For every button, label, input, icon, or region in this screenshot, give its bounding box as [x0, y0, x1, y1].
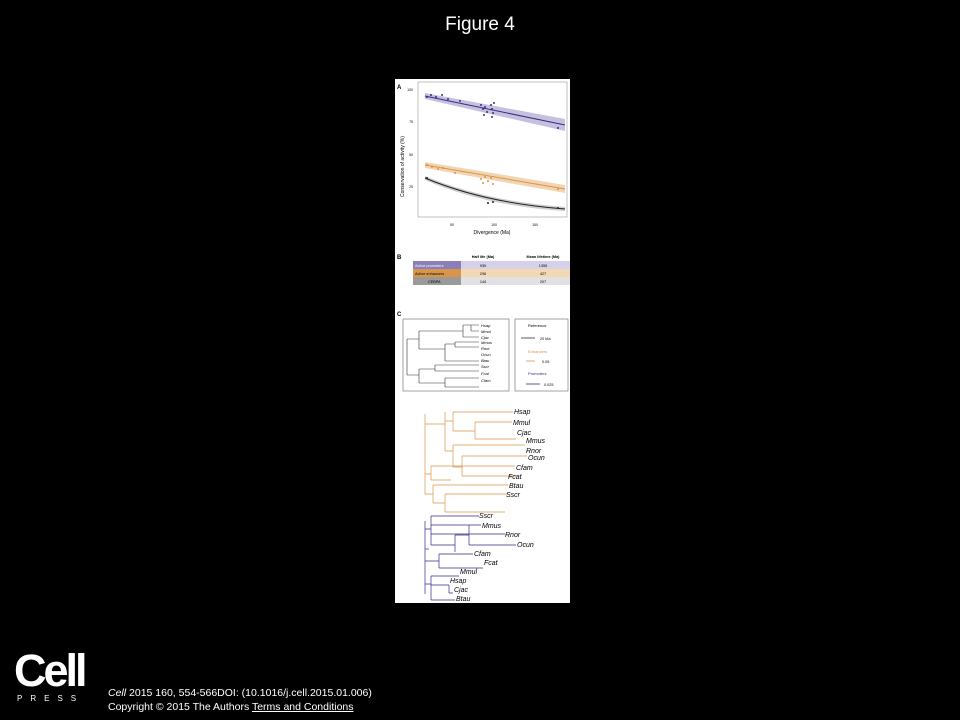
ytick-50: 50 [409, 153, 413, 157]
figure-title: Figure 4 [445, 14, 515, 35]
figure-svg [395, 79, 570, 603]
row-promoters-mean: 1355 [538, 264, 548, 268]
ref-tip-fcat: Fcat [481, 371, 489, 376]
ytick-100: 100 [407, 88, 413, 92]
header-mean-lifetime: Mean lifetime (Ma) [526, 255, 560, 259]
enhancer-tree-tips [506, 409, 546, 499]
legend-enhancers-title: Enhancers [528, 349, 548, 354]
row-promoters-half: 939 [479, 264, 487, 268]
ref-tip-mmul: Mmul [481, 329, 491, 334]
scale-legend-frame [515, 319, 568, 391]
promoter-tree-tips [450, 513, 534, 603]
row-cebpa-mean: 207 [539, 280, 547, 284]
copyright-text: Copyright © 2015 The Authors [108, 701, 250, 713]
enh-tip-cjac: Cjac [517, 430, 532, 437]
pro-tip-mmus: Mmus [482, 523, 502, 530]
row-cebpa-half: 144 [479, 280, 487, 284]
panel-a-xlabel: Divergence (Ma) [473, 230, 511, 236]
enh-tip-mmul: Mmul [513, 420, 531, 427]
enh-tip-sscr: Sscr [506, 492, 520, 499]
cebpa-band [425, 176, 565, 211]
ref-tip-hsap: Hsap [481, 323, 491, 328]
citation-journal: Cell [108, 687, 127, 699]
legend-reference-scale: 20 Ma [540, 337, 551, 341]
promoter-tree [425, 516, 516, 600]
pro-tip-fcat: Fcat [484, 560, 498, 567]
pro-tip-cjac: Cjac [454, 587, 469, 594]
row-cebpa-name: CEBPA [428, 280, 441, 284]
row-enhancers-half: 296 [479, 272, 487, 276]
xtick-150: 150 [532, 223, 538, 227]
ytick-25: 25 [409, 185, 413, 189]
ref-tip-mmus: Mmus [481, 340, 492, 345]
logo-subtitle: PRESS [17, 694, 85, 703]
legend-reference-title: Reference [528, 323, 547, 328]
ref-tip-ocun: Ocun [481, 352, 491, 357]
xtick-100: 100 [491, 223, 497, 227]
header-half-life: Half life (Ma) [471, 255, 495, 259]
enh-tip-ocun: Ocun [528, 455, 545, 462]
row-enhancers-name: Active enhancers [415, 272, 445, 276]
panel-a-ylabel: Conservation of activity (%) [400, 136, 406, 197]
legend-promoters-title: Promoters [528, 371, 547, 376]
xtick-50: 50 [450, 223, 454, 227]
copyright-line [108, 700, 372, 714]
terms-link[interactable]: Terms and Conditions [251, 701, 354, 713]
ref-tip-btau: Btau [481, 358, 490, 363]
row-promoters-name: Active promoters [415, 264, 444, 268]
legend-enhancers-scale: 0.05 [542, 360, 550, 364]
ref-tip-cjac: Cjac [481, 335, 490, 340]
pro-tip-ocun: Ocun [517, 542, 534, 549]
ref-tip-rnor: Rnor [481, 346, 490, 351]
promoter-band [425, 93, 565, 131]
panel-a-label: A [397, 85, 402, 91]
figure-panel [395, 79, 570, 603]
panel-c-label: C [397, 312, 402, 318]
logo-word: Cell [14, 645, 85, 696]
legend-promoters-scale: 0.025 [544, 383, 554, 387]
cell-press-logo [14, 645, 85, 706]
reference-tree-tips [481, 323, 492, 383]
enh-tip-mmus: Mmus [526, 438, 546, 445]
ref-tip-cfam: Cfam [481, 378, 491, 383]
citation-details: 2015 160, 554-566DOI: (10.1016/j.cell.2015.01.006) [126, 687, 372, 699]
pro-tip-cfam: Cfam [474, 551, 491, 558]
pro-tip-sscr: Sscr [479, 513, 493, 520]
enh-tip-cfam: Cfam [516, 465, 533, 472]
ytick-75: 75 [409, 120, 413, 124]
enh-tip-rnor: Rnor [526, 448, 542, 455]
pro-tip-mmul: Mmul [460, 569, 478, 576]
pro-tip-hsap: Hsap [450, 578, 467, 585]
citation-line [108, 686, 372, 700]
row-enhancers-mean: 427 [539, 272, 547, 276]
enh-tip-fcat: Fcat [508, 474, 522, 481]
reference-tree [407, 325, 479, 387]
citation-block [108, 686, 372, 714]
pro-tip-rnor: Rnor [505, 532, 521, 539]
enh-tip-btau: Btau [509, 483, 524, 490]
ref-tip-sscr: Sscr [481, 364, 489, 369]
promoter-fit-line [425, 96, 565, 125]
pro-tip-btau: Btau [456, 596, 471, 603]
panel-b-label: B [397, 255, 402, 261]
enh-tip-hsap: Hsap [514, 409, 531, 416]
